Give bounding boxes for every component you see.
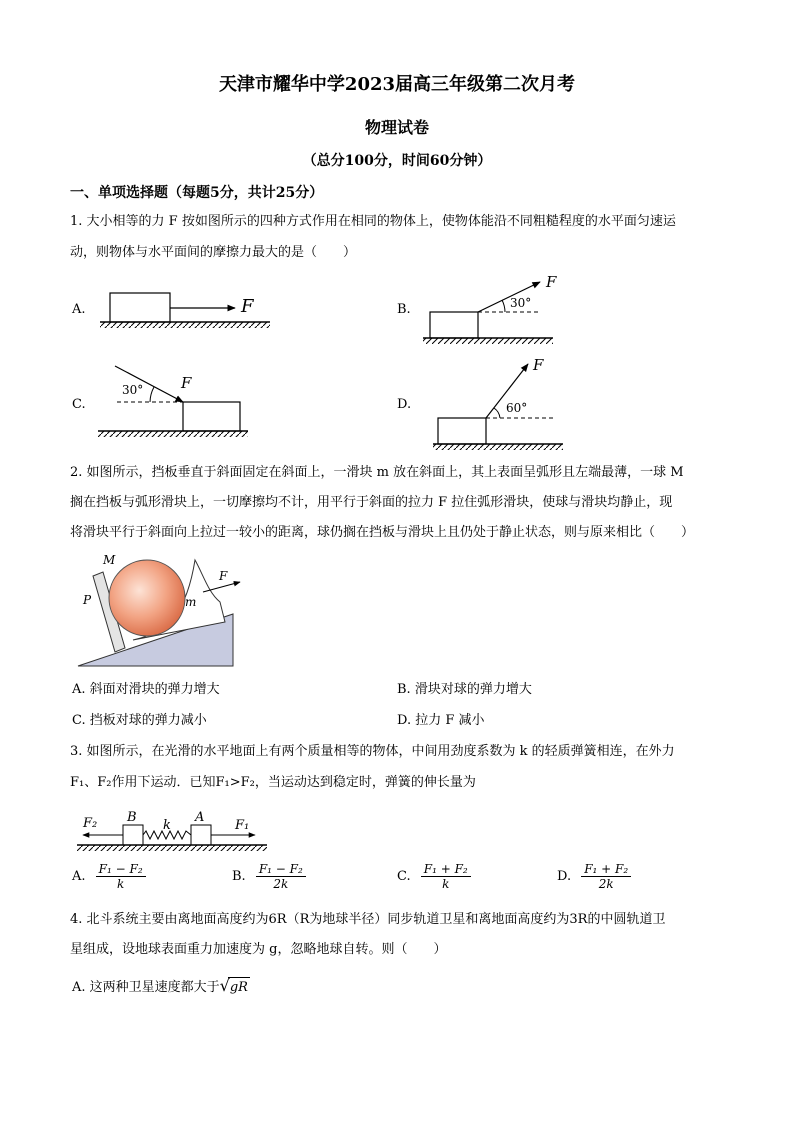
q1-d-angle-label: 60° [506, 401, 528, 415]
q1-figure-c [95, 362, 255, 442]
q3-option-a-fraction [96, 862, 146, 891]
q2-fig-label-F: F [219, 569, 228, 583]
q1-d-force-label: F [533, 356, 544, 374]
q3-option-d [557, 862, 631, 891]
q2-text-line3: 将滑块平行于斜面向上拉过一较小的距离，球仍搁在挡板与滑块上且仍处于静止状态，则与原来相比（ ） [70, 525, 695, 540]
q3-option-c-fraction [421, 862, 471, 891]
q3-option-a-numerator: F₁ − F₂ [96, 862, 146, 877]
q2-option-c: C. 挡板对球的弹力减小 [72, 713, 207, 728]
q4-text-line2: 星组成，设地球表面重力加速度为 g，忽略地球自转。则（ ） [70, 942, 447, 957]
q3-option-a-label: A. [72, 869, 86, 884]
q2-fig-label-m: m [185, 595, 197, 609]
q3-text-line2: F₁、F₂作用下运动．已知F₁>F₂，当运动达到稳定时，弹簧的伸长量为 [70, 775, 476, 790]
page-title: 天津市耀华中学2023届高三年级第二次月考 [218, 74, 576, 95]
q3-fig-label-A: A [195, 810, 205, 825]
q4-option-a [72, 976, 250, 998]
q1-c-force-label: F [181, 374, 192, 392]
q3-option-d-fraction [581, 862, 631, 891]
q3-option-d-label: D. [557, 869, 572, 884]
q3-option-c-label: C. [397, 869, 411, 884]
q1-a-force-label: F [241, 296, 254, 317]
q3-option-b-label: B. [232, 869, 246, 884]
q3-fig-label-F1: F₁ [235, 818, 250, 833]
q2-option-d: D. 拉力 F 减小 [397, 713, 485, 728]
q1-figure-b [420, 272, 590, 344]
q3-option-b-fraction [256, 862, 306, 891]
q1-text-line1: 1. 大小相等的力 F 按如图所示的四种方式作用在相同的物体上，使物体能沿不同粗糙程度的水平面匀速运 [70, 214, 676, 229]
q4-option-a-text: A. 这两种卫星速度都大于 [72, 980, 220, 995]
q3-option-d-numerator: F₁ + F₂ [581, 862, 631, 877]
q1-text-line2: 动，则物体与水平面间的摩擦力最大的是（ ） [70, 245, 357, 260]
q3-text-line1: 3. 如图所示，在光滑的水平地面上有两个质量相等的物体，中间用劲度系数为 k 的轻质弹簧相连，在外力 [70, 744, 675, 759]
q3-option-b-numerator: F₁ − F₂ [256, 862, 306, 877]
q2-option-a: A. 斜面对滑块的弹力增大 [72, 682, 220, 697]
section-heading: 一、单项选择题（每题5分，共计25分） [70, 185, 324, 201]
q4-text-line1: 4. 北斗系统主要由离地面高度约为6R（R为地球半径）同步轨道卫星和离地面高度约为3R的中圆轨道卫 [70, 912, 666, 927]
q1-figure-d [420, 352, 590, 452]
q3-option-a-denominator: k [117, 877, 125, 891]
sqrt-symbol: √ [219, 976, 230, 995]
q1-option-c-label: C. [72, 397, 86, 412]
q1-c-angle-label: 30° [122, 383, 144, 397]
score-time-note: （总分100分，时间60分钟） [302, 153, 492, 169]
q3-option-c [397, 862, 471, 891]
q2-text-line2: 搁在挡板与弧形滑块上，一切摩擦均不计，用平行于斜面的拉力 F 拉住弧形滑块，使球与滑块均静止，现 [70, 495, 673, 510]
q3-fig-label-F2: F₂ [83, 816, 98, 831]
q2-figure [75, 552, 250, 672]
q1-option-b-label: B. [397, 302, 411, 317]
q2-fig-label-M: M [103, 553, 116, 567]
q2-option-b: B. 滑块对球的弹力增大 [397, 682, 532, 697]
q3-fig-label-k: k [163, 818, 171, 833]
q3-option-d-denominator: 2k [598, 877, 614, 891]
q2-text-line1: 2. 如图所示，挡板垂直于斜面固定在斜面上，一滑块 m 放在斜面上，其上表面呈弧形且左端最薄，一球 M [70, 465, 684, 480]
q1-option-a-label: A. [72, 302, 86, 317]
q3-option-c-denominator: k [442, 877, 450, 891]
q1-option-d-label: D. [397, 397, 412, 412]
q4-option-a-root: gR [228, 977, 250, 998]
q3-option-b [232, 862, 306, 891]
q1-b-angle-label: 30° [510, 296, 532, 310]
q3-figure [75, 805, 275, 853]
page-subtitle: 物理试卷 [364, 118, 429, 137]
q3-fig-label-B: B [127, 810, 137, 825]
q3-option-c-numerator: F₁ + F₂ [421, 862, 471, 877]
q1-b-force-label: F [546, 273, 557, 291]
q2-fig-label-P: P [83, 593, 92, 607]
q3-option-a [72, 862, 146, 891]
q1-figure-a [95, 290, 285, 330]
q3-option-b-denominator: 2k [273, 877, 289, 891]
